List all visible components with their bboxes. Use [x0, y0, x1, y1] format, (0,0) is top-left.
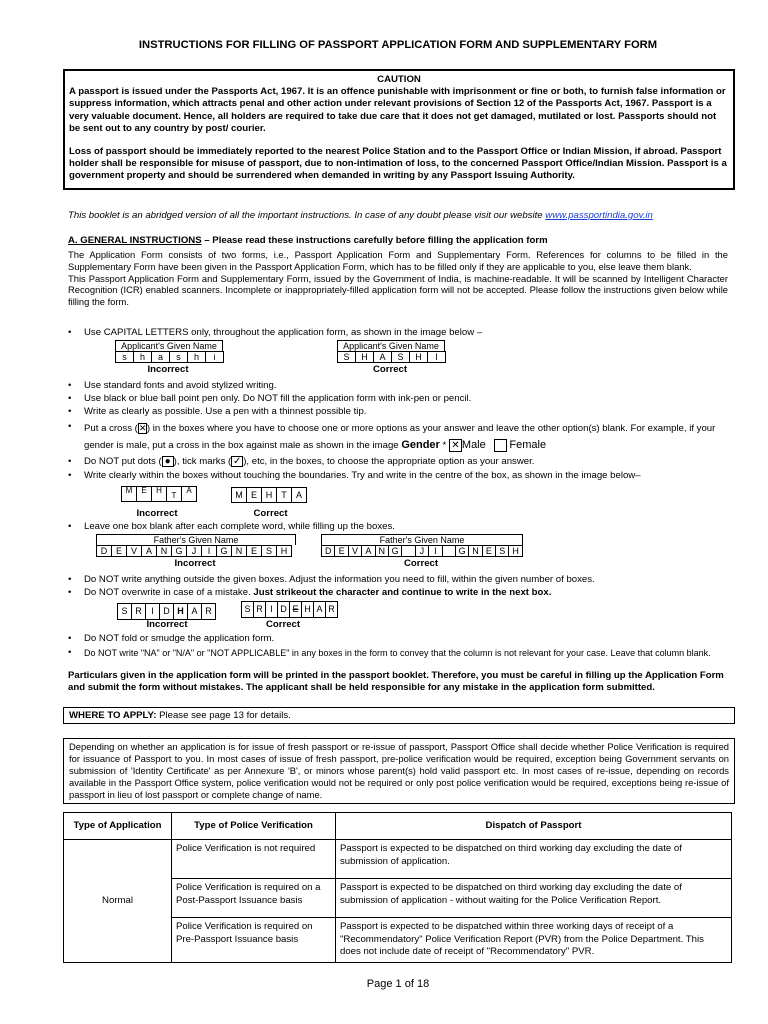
char-box: H: [152, 487, 167, 501]
dots-text-a: Do NOT put dots (: [84, 456, 162, 468]
char-box: A: [142, 546, 157, 556]
father-caption-correct: Correct: [403, 558, 439, 569]
bullet-dot: •: [68, 587, 72, 598]
caution-para-2: Loss of passport should be immediately reported to the nearest Police Station and to the Passport Office or Indian Mission, if abroad. Passport holder shall be responsible for misuse of passport, due to non-intimation of loss, to the concerned Passport Office/Indian Mission. Passport is a government property and should be surrendered when demanded in writing by any Passport Issuing Authority.: [69, 146, 727, 182]
mehta-correct-boxes: [231, 487, 307, 503]
where-to-apply: [63, 707, 735, 724]
char-box: S: [338, 352, 356, 362]
bullet-text: Do NOT write "NA" or "N/A" or "NOT APPLICABLE" in any boxes in the form to convey that the column is not relevant for your case. Leave that column blank.: [84, 648, 711, 658]
char-box: i: [213, 352, 216, 362]
sridhar-incorrect-boxes: [117, 603, 216, 620]
char-box: T: [277, 488, 292, 502]
bullet-text: [84, 456, 724, 468]
char-box: N: [376, 546, 389, 556]
char-box: H: [280, 546, 288, 556]
char-box: E: [112, 546, 127, 556]
char-box: [443, 546, 456, 556]
bullet-dot: •: [68, 633, 72, 644]
char-box: E: [483, 546, 496, 556]
overwrite-text-b: Just strikeout the character and continue to write in the next box.: [253, 587, 552, 598]
given-name-label-correct: Applicant's Given Name: [337, 340, 445, 351]
table-row: [64, 840, 732, 879]
char-box: s: [170, 352, 188, 362]
char-box: s: [116, 352, 134, 362]
char-box: M: [232, 488, 247, 502]
caption-correct: Correct: [372, 364, 408, 375]
char-box: H: [262, 488, 277, 502]
father-label-correct: Father's Given Name: [321, 534, 523, 545]
uppercase-boxes: [337, 351, 446, 363]
bullet-text: Use CAPITAL LETTERS only, throughout the application form, as shown in the image below –: [84, 327, 483, 338]
sridhar-correct-boxes: [241, 601, 338, 618]
char-box: D: [160, 604, 174, 619]
char-box: G: [389, 546, 402, 556]
char-box-struck: E: [290, 602, 302, 617]
gi-para-1: The Application Form consists of two forms, i.e., Passport Application Form and Supplementary Form. References for columns to be filled in the Supplementary Form have been given in the Passport Application Form, which has to be filled only if they are applicable to you, else leave them blank.: [68, 249, 728, 272]
char-box: S: [392, 352, 410, 362]
caution-box: [63, 69, 735, 190]
char-box: [402, 546, 415, 556]
char-box: N: [469, 546, 482, 556]
bullet-dot: •: [68, 406, 72, 417]
dispatch-cell: Passport is expected to be dispatched within three working days of receipt of a "Recommendatory" Police Verification Report (PVR) from the Police Department. This does not include date of receipt of "Recommendatory" PVR.: [336, 918, 732, 963]
father-label-incorrect: Father's Given Name: [96, 534, 296, 545]
father-correct-boxes: [321, 545, 523, 557]
page-number: Page 1 of 18: [366, 978, 430, 990]
char-box: D: [97, 546, 112, 556]
dots-text-b: ), tick marks (: [173, 456, 232, 468]
bullet-text: Write as clearly as possible. Use a pen with a thinnest possible tip.: [84, 406, 367, 417]
verification-cell: Police Verification is required on Pre-Passport Issuance basis: [172, 918, 336, 963]
char-box: G: [172, 546, 187, 556]
char-box: S: [118, 604, 132, 619]
char-box: H: [174, 604, 188, 619]
char-box: A: [314, 602, 326, 617]
char-box: R: [205, 606, 212, 616]
char-box: J: [187, 546, 202, 556]
char-box: H: [512, 546, 519, 556]
booklet-text: This booklet is an abridged version of all the important instructions. In case of any doubt please visit our website: [68, 210, 546, 221]
police-verification-paragraph: Depending on whether an application is for issue of fresh passport or re-issue of passport, Passport Office shall decide whether Police Verification is required for issuance of Passport to you. In most cases of issue of fresh passport, pre-police verification would be required, exception being Government servants on submission of 'Identity Certificate' as per Annexure 'B', or minors whose parent(s) hold valid passport etc. In most cases of re-issue, depending on records available in the Passport Office system, police verification would not be required or only post police verification would be required, exceptions being re-issue of passport in lieu of lost passport or complete change of name.: [63, 738, 735, 804]
char-box: V: [349, 546, 362, 556]
char-box: h: [188, 352, 206, 362]
char-box: D: [322, 546, 335, 556]
char-box: J: [416, 546, 429, 556]
cross-text-b: ) in the boxes where you have to choose one or more options as your answer and leave the other option(s) blank. For example, if your gender is male, put a cross in the box against male as shown in the image: [84, 423, 716, 451]
bullet-dot: •: [68, 380, 72, 391]
char-box: V: [127, 546, 142, 556]
where-label: WHERE TO APPLY:: [69, 710, 157, 721]
bullet-dot: •: [68, 647, 72, 658]
column-header: Dispatch of Passport: [336, 813, 732, 840]
bullet-dot: •: [68, 393, 72, 404]
caution-para-1: A passport is issued under the Passports Act, 1967. It is an offence punishable with imprisonment or fine or both, to furnish false information or suppress information, which attracts penal and other action under relevant provisions of Section 12 of the Passports Act, 1967. Passport is a very valuable document. Hence, all holders are required to take due care that it does not get damaged, mutilated or lost. Passports should not be sent out to any country by post/ courier.: [69, 86, 726, 134]
bullet-dot: •: [68, 521, 72, 532]
mehta-incorrect-boxes: [121, 486, 197, 502]
char-box: S: [496, 546, 509, 556]
bullet-text: Put a cross (✕) in the boxes where you have to choose one or more options as your answer and leave the other option(s) blank. For example, if your gender is male, put a cross in the box against male as shown in the image Gender * ✕ Male Female: [84, 422, 716, 451]
gender-label: Gender: [401, 439, 440, 451]
char-box: A: [374, 352, 392, 362]
bullet-dot: •: [68, 327, 72, 338]
dispatch-cell: Passport is expected to be dispatched on third working day excluding the date of submission of application.: [336, 840, 732, 879]
caption-incorrect: Incorrect: [147, 364, 189, 375]
column-header: Type of Application: [64, 813, 172, 840]
char-box: I: [266, 602, 278, 617]
lowercase-boxes: [115, 351, 224, 363]
dispatch-cell: Passport is expected to be dispatched on third working day excluding the date of submission of application - without waiting for the Police Verification Report.: [336, 879, 732, 918]
char-box: I: [429, 546, 442, 556]
section-a-label: A. GENERAL INSTRUCTIONS: [68, 235, 202, 246]
verification-cell: Police Verification is not required: [172, 840, 336, 879]
char-box: H: [302, 602, 314, 617]
char-box: I: [435, 352, 438, 362]
general-instructions-text: [68, 249, 728, 308]
gi-para-2: This Passport Application Form and Supplementary Form, issued by the Government of India, is machine-readable. It will be scanned by Intelligent Character Recognition (ICR) enabled scanners. Incomplete or inappropriately-filled application form will not be accepted. Please follow the instructions given below while filling the form.: [68, 272, 728, 308]
char-box: h: [134, 352, 152, 362]
female-checkbox-icon: [494, 439, 507, 452]
char-box: a: [152, 352, 170, 362]
father-caption-incorrect: Incorrect: [174, 558, 216, 569]
char-box: I: [146, 604, 160, 619]
bullet-dot: •: [68, 470, 72, 481]
bullet-text: Use standard fonts and avoid stylized writing.: [84, 380, 277, 391]
char-box: E: [137, 487, 152, 501]
char-box: A: [295, 490, 302, 500]
char-box: G: [456, 546, 469, 556]
caution-heading: CAUTION: [377, 74, 421, 85]
where-text: Please see page 13 for details.: [156, 710, 291, 721]
bullet-text: Write clearly within the boxes without touching the boundaries. Try and write in the centre of the box, as shown in the image below–: [84, 470, 641, 481]
dot-box-icon: ●: [162, 456, 174, 467]
char-box: A: [188, 604, 202, 619]
sridhar-caption-correct: Correct: [265, 619, 301, 630]
char-box: T: [167, 487, 182, 501]
char-box: M: [122, 487, 137, 501]
char-box: S: [242, 602, 254, 617]
char-box: E: [247, 488, 262, 502]
sridhar-caption-incorrect: Incorrect: [146, 619, 188, 630]
bullet-text: Leave one box blank after each complete word, while filling up the boxes.: [84, 521, 395, 532]
char-box: E: [247, 546, 262, 556]
char-box: N: [232, 546, 247, 556]
dispatch-table: [63, 812, 732, 963]
bullet-dot: •: [68, 421, 72, 432]
page-title: INSTRUCTIONS FOR FILLING OF PASSPORT APPLICATION FORM AND SUPPLEMENTARY FORM: [138, 39, 658, 51]
bullet-text: Use black or blue ball point pen only. Do NOT fill the application form with ink-pen or pencil.: [84, 393, 472, 404]
male-label: Male: [461, 439, 486, 451]
cross-text-a: Put a cross (: [84, 423, 138, 434]
verification-cell: Police Verification is required on a Post-Passport Issuance basis: [172, 879, 336, 918]
char-box: E: [335, 546, 348, 556]
char-box: G: [217, 546, 232, 556]
bullet-text: Do NOT write anything outside the given boxes. Adjust the information you need to fill, within the given number of boxes.: [84, 574, 595, 585]
male-checkbox-crossed-icon: ✕: [449, 439, 462, 452]
char-box: N: [157, 546, 172, 556]
female-label: Female: [509, 439, 547, 451]
char-box: A: [186, 486, 192, 495]
char-box: R: [132, 604, 146, 619]
char-box: I: [202, 546, 217, 556]
tick-box-icon: ✓: [233, 456, 242, 467]
char-box: R: [328, 604, 335, 614]
dots-text-c: ), etc, in the boxes, to choose the appropriate option as your answer.: [243, 456, 535, 468]
cross-icon: ✕: [138, 422, 147, 433]
bullet-text: Do NOT fold or smudge the application form.: [84, 633, 275, 644]
website-link[interactable]: www.passportindia.gov.in: [545, 210, 653, 221]
given-name-label-incorrect: Applicant's Given Name: [115, 340, 223, 351]
bullet-text: [84, 587, 724, 599]
section-a-heading: [68, 235, 548, 246]
column-header: Type of Police Verification: [172, 813, 336, 840]
char-box: R: [254, 602, 266, 617]
char-box: S: [262, 546, 277, 556]
table-header-row: [64, 813, 732, 840]
bullet-dot: •: [68, 456, 72, 467]
father-incorrect-boxes: [96, 545, 292, 557]
section-a-rest: – Please read these instructions carefully before filling the application form: [201, 235, 548, 246]
overwrite-text-a: Do NOT overwrite in case of a mistake.: [84, 587, 254, 598]
mehta-caption-incorrect: Incorrect: [136, 508, 178, 519]
char-box: D: [278, 602, 290, 617]
booklet-note: [68, 210, 653, 221]
char-box: A: [362, 546, 375, 556]
char-box: H: [356, 352, 374, 362]
mehta-caption-correct: Correct: [253, 508, 288, 519]
char-box: H: [410, 352, 428, 362]
application-type-cell: Normal: [64, 840, 172, 963]
bullet-dot: •: [68, 574, 72, 585]
printing-warning: Particulars given in the application form will be printed in the passport booklet. Therefore, you must be careful in filling up the Application Form and submit the form without mistakes. The applicant shall be held responsible for any mistake in the application form submitted.: [68, 670, 724, 693]
